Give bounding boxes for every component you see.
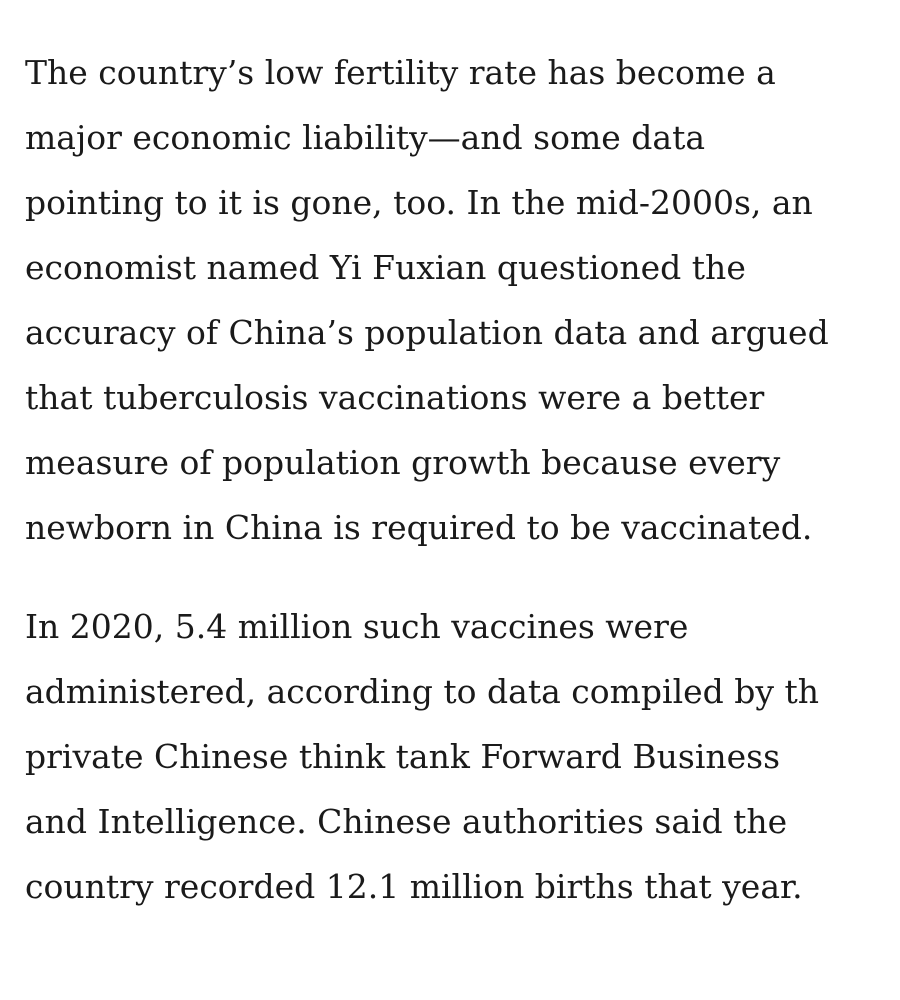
text-line: major economic liability—and some data xyxy=(25,118,706,157)
text-line: measure of population growth because every xyxy=(25,443,781,482)
text-line: newborn in China is required to be vaccinated. xyxy=(25,508,813,547)
paragraph-vaccines xyxy=(25,594,900,919)
text-line: pointing to it is gone, too. In the mid-2000s, an xyxy=(25,183,813,222)
text-line: economist named Yi Fuxian questioned the xyxy=(25,248,746,287)
text-line: In 2020, 5.4 million such vaccines were xyxy=(25,607,689,646)
paragraph-fertility xyxy=(25,40,900,560)
text-line: administered, according to data compiled by th xyxy=(25,672,820,711)
article-body xyxy=(25,40,900,953)
text-line: and Intelligence. Chinese authorities said the xyxy=(25,802,788,841)
text-line: accuracy of China’s population data and argued xyxy=(25,313,829,352)
text-line: that tuberculosis vaccinations were a better xyxy=(25,378,765,417)
text-line: The country’s low fertility rate has become a xyxy=(25,53,776,92)
text-line: country recorded 12.1 million births that year. xyxy=(25,867,803,906)
text-line: private Chinese think tank Forward Business xyxy=(25,737,781,776)
